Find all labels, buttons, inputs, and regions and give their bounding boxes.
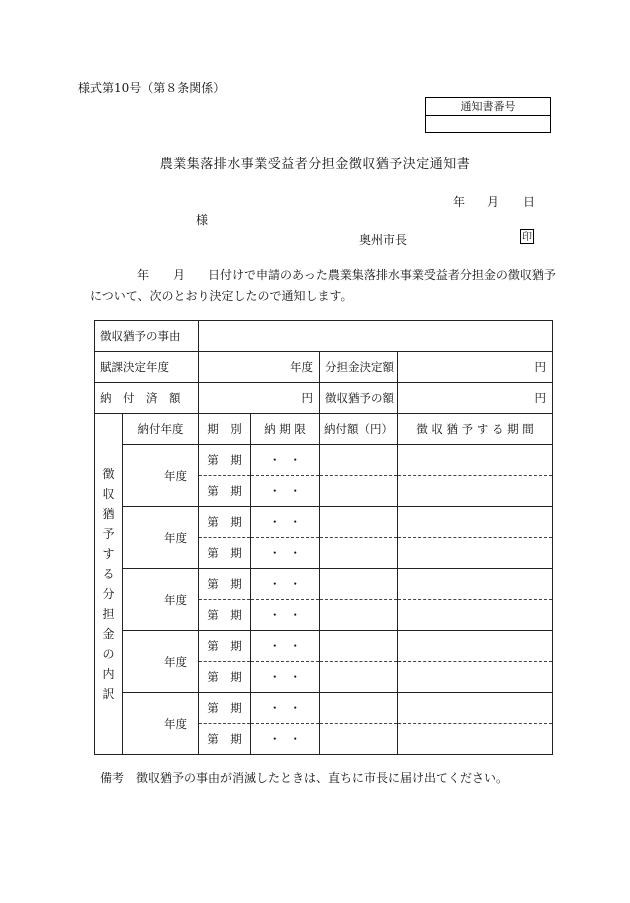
deferred-amount-field[interactable]: 円 — [398, 383, 553, 414]
deferral-period-cell[interactable] — [398, 631, 553, 662]
vertical-label-char: 分 — [102, 587, 115, 601]
due-date-cell[interactable]: ・・ — [251, 724, 320, 755]
period-cell[interactable]: 第 期 — [199, 569, 251, 600]
period-cell[interactable]: 第 期 — [199, 476, 251, 507]
payment-amount-cell[interactable] — [320, 445, 398, 476]
deferred-amount-label: 徴収猶予の額 — [320, 383, 398, 414]
sender-name: 奥州市長 — [359, 233, 408, 247]
due-date-cell[interactable]: ・・ — [251, 538, 320, 569]
notice-number-box — [425, 97, 551, 133]
due-date-cell[interactable]: ・・ — [251, 507, 320, 538]
amount-decided-label: 分担金決定額 — [320, 352, 398, 383]
breakdown-row — [95, 445, 553, 476]
notice-number-field[interactable] — [426, 116, 550, 133]
deferral-period-cell[interactable] — [398, 600, 553, 631]
paid-amount-field[interactable]: 円 — [199, 383, 320, 414]
vertical-label-char: 予 — [102, 527, 115, 541]
deferral-period-cell[interactable] — [398, 724, 553, 755]
vertical-label-char: 訳 — [102, 687, 115, 701]
deferral-table — [94, 320, 553, 755]
payment-year-cell[interactable]: 年度 — [123, 693, 199, 755]
vertical-label-char: 金 — [102, 627, 115, 641]
header-period: 期 別 — [199, 414, 251, 445]
fiscal-year-field[interactable]: 年度 — [199, 352, 320, 383]
header-payment-year: 納付年度 — [123, 414, 199, 445]
payment-amount-cell[interactable] — [320, 507, 398, 538]
payment-amount-cell[interactable] — [320, 693, 398, 724]
remark-note: 備考 徴収猶予の事由が消滅したときは、直ちに市長に届け出てください。 — [100, 771, 509, 785]
deferral-period-cell[interactable] — [398, 538, 553, 569]
payment-year-cell[interactable]: 年度 — [123, 631, 199, 693]
body-year: 年 — [137, 268, 150, 282]
due-date-cell[interactable]: ・・ — [251, 445, 320, 476]
vertical-label-char: る — [102, 567, 115, 581]
paid-amount-label: 納 付 済 額 — [95, 383, 199, 414]
payment-amount-cell[interactable] — [320, 600, 398, 631]
vertical-label-char: 担 — [102, 607, 115, 621]
addressee-suffix: 様 — [196, 213, 209, 227]
payment-year-cell[interactable]: 年度 — [123, 507, 199, 569]
due-date-cell[interactable]: ・・ — [251, 631, 320, 662]
vertical-label-char: 収 — [102, 487, 115, 501]
body-text-line2: について、次のとおり決定したので通知します。 — [90, 289, 353, 303]
amount-decided-field[interactable]: 円 — [398, 352, 553, 383]
breakdown-row — [95, 569, 553, 600]
deferral-period-cell[interactable] — [398, 693, 553, 724]
payment-amount-cell[interactable] — [320, 569, 398, 600]
header-due-date: 納 期 限 — [251, 414, 320, 445]
period-cell[interactable]: 第 期 — [199, 538, 251, 569]
form-number-label: 様式第10号（第８条関係） — [78, 81, 226, 95]
breakdown-row — [95, 507, 553, 538]
seal-mark: 印 — [520, 229, 534, 244]
date-day: 日 — [523, 195, 536, 209]
payment-year-cell[interactable]: 年度 — [123, 569, 199, 631]
date-month: 月 — [487, 195, 500, 209]
header-payment-amount: 納付額（円） — [320, 414, 398, 445]
vertical-label-char: の — [102, 647, 115, 661]
fiscal-year-label: 賦課決定年度 — [95, 352, 199, 383]
period-cell[interactable]: 第 期 — [199, 507, 251, 538]
due-date-cell[interactable]: ・・ — [251, 569, 320, 600]
period-cell[interactable]: 第 期 — [199, 631, 251, 662]
deferral-period-cell[interactable] — [398, 569, 553, 600]
breakdown-vertical-label — [95, 414, 123, 755]
payment-amount-cell[interactable] — [320, 631, 398, 662]
period-cell[interactable]: 第 期 — [199, 445, 251, 476]
due-date-cell[interactable]: ・・ — [251, 662, 320, 693]
notice-number-label: 通知書番号 — [426, 98, 550, 116]
document-title: 農業集落排水事業受益者分担金徴収猶予決定通知書 — [159, 157, 471, 172]
due-date-cell[interactable]: ・・ — [251, 600, 320, 631]
payment-amount-cell[interactable] — [320, 476, 398, 507]
period-cell[interactable]: 第 期 — [199, 662, 251, 693]
due-date-cell[interactable]: ・・ — [251, 476, 320, 507]
payment-amount-cell[interactable] — [320, 662, 398, 693]
period-cell[interactable]: 第 期 — [199, 724, 251, 755]
period-cell[interactable]: 第 期 — [199, 693, 251, 724]
vertical-label-char: 内 — [102, 667, 115, 681]
period-cell[interactable]: 第 期 — [199, 600, 251, 631]
deferral-period-cell[interactable] — [398, 476, 553, 507]
body-text-line1: 日付けで申請のあった農業集落排水事業受益者分担金の徴収猶予 — [208, 268, 556, 282]
reason-field[interactable] — [199, 321, 553, 352]
deferral-period-cell[interactable] — [398, 445, 553, 476]
breakdown-row — [95, 631, 553, 662]
vertical-label-char: 徴 — [102, 467, 115, 481]
due-date-cell[interactable]: ・・ — [251, 693, 320, 724]
payment-amount-cell[interactable] — [320, 538, 398, 569]
header-deferral-period: 徴 収 猶 予 す る 期 間 — [398, 414, 553, 445]
breakdown-row — [95, 693, 553, 724]
payment-year-cell[interactable]: 年度 — [123, 445, 199, 507]
deferral-period-cell[interactable] — [398, 507, 553, 538]
vertical-label-char: 猶 — [102, 507, 115, 521]
vertical-label-char: す — [102, 547, 115, 561]
reason-label: 徴収猶予の事由 — [95, 321, 199, 352]
date-year: 年 — [453, 195, 466, 209]
body-month: 月 — [173, 268, 186, 282]
payment-amount-cell[interactable] — [320, 724, 398, 755]
deferral-period-cell[interactable] — [398, 662, 553, 693]
